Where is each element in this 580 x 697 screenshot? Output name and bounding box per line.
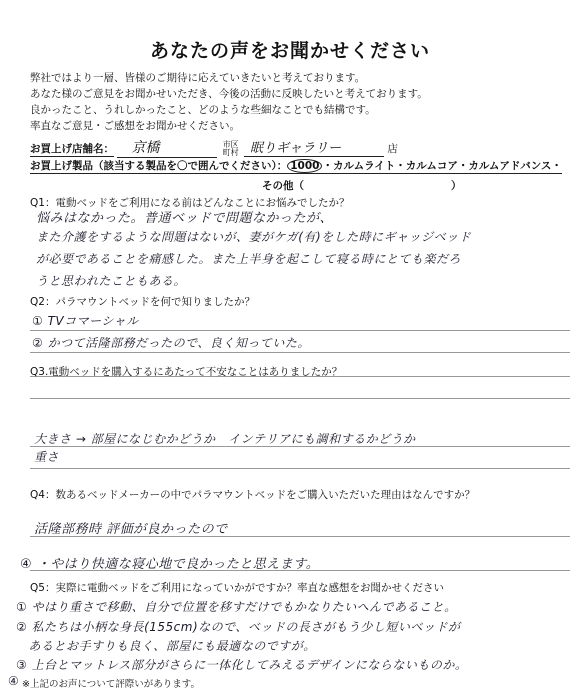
answer-rule — [30, 352, 570, 353]
product-label: お買上げ製品（該当する製品を〇で囲んでください）： — [30, 160, 288, 172]
q4-answer-line: ④ ・やはり快適な寝心地で良かったと思えます。 — [20, 557, 320, 572]
page-title: あなたの声をお聞かせください — [149, 40, 430, 62]
q5-extra-circle: ④ — [8, 674, 20, 688]
q3-answer-line: 大きさ → 部屋になじむかどうか インテリアにも調和するかどうか — [34, 432, 416, 446]
answer-rule — [30, 468, 570, 469]
answer-rule — [30, 570, 570, 571]
q2-answer-line: ② かつて活隆部務だったので、良く知っていた。 — [32, 336, 310, 350]
q4-question: Q4：数あるベッドメーカーの中でパラマウントベッドをご購入いただいた理由はなんですか？ — [30, 489, 476, 501]
q2-answer-line: ① TVコマーシャル — [32, 314, 139, 328]
product-advance[interactable]: アドバンス・ — [499, 160, 562, 172]
answer-rule — [30, 330, 570, 331]
store-written: 眠りギャラリー — [250, 141, 342, 156]
intro-line: あなた様のご意見をお聞かせいただき、今後の活動に反映したいと考えております。 — [30, 88, 428, 100]
product-1000-circled[interactable]: 1000 — [287, 159, 322, 173]
q4-answer-line: 活隆部務時 評価が良かったので — [34, 522, 228, 537]
answer-rule — [30, 446, 570, 447]
q5-answer-line: ③ 上台とマットレス部分がさらに一体化してみえるデザインにならないものか。 — [16, 658, 468, 672]
city-field[interactable] — [117, 137, 217, 158]
intro-line: 率直なご意見・ご感想をお聞かせください。 — [30, 120, 240, 132]
q3-answer-line: 重さ — [34, 450, 60, 464]
q1-answer-line: が必要であることを痛感した。また上半身を起こして寝る時にとても楽だろ — [36, 252, 462, 266]
q3-question: Q3.電動ベッドを購入するにあたって不安なことはありましたか？ — [30, 366, 343, 378]
answer-rule — [30, 536, 570, 537]
q1-answer-line: 悩みはなかった。普通ベッドで問題なかったが、 — [36, 211, 334, 226]
store-suffix: 店 — [387, 143, 398, 155]
q1-answer-line: また介護をするような問題はないが、妻がケガ(有)をした時にギャッジベッド — [36, 230, 472, 244]
store-field[interactable] — [244, 137, 384, 157]
store-row — [30, 137, 398, 158]
intro-line: 良かったこと、うれしかったこと、どのような些細なことでも結構です。 — [30, 104, 376, 116]
product-options — [287, 158, 562, 174]
footnote: ※上記のお声について評際いがあります。 — [22, 679, 201, 690]
city-kind-bottom: 町村 — [222, 148, 239, 157]
intro-text — [30, 70, 428, 134]
q5-answer-line: ① やはり重さで移動、自分で位置を移すだけでもかなりたいへんであること。 — [16, 600, 457, 614]
city-kind — [223, 141, 239, 157]
product-rest: ・カルムライト・カルムコア・カルム — [322, 160, 500, 172]
q1-answer-line: うと思われたこともある。 — [36, 274, 187, 288]
q1-question: Q1：電動ベッドをご利用になる前はどんなことにお悩みでしたか？ — [30, 197, 350, 209]
city-written: 京橋 — [131, 140, 160, 156]
store-label: お買上げ店舗名： — [30, 143, 114, 155]
product-other[interactable]: その他（ ） — [262, 180, 462, 192]
intro-line: 弊社ではより一層、皆様のご期待に応えていきたいと考えております。 — [30, 72, 366, 84]
q5-answer-line: あるとお手すりも良く、部屋にも最適なのですが。 — [16, 639, 316, 653]
q2-question: Q2：パラマウントベッドを何で知りましたか？ — [30, 296, 255, 308]
q5-question: Q5：実際に電動ベッドをご利用になっていかがですか？率直な感想をお聞かせください — [30, 582, 444, 594]
product-row — [30, 158, 562, 174]
q5-answer-line: ② 私たちは小柄な身長(155cm)なので、ベッドの長さがもう少し短いベッドが — [16, 620, 461, 634]
answer-rule — [30, 398, 570, 399]
city-kind-top: 市区 — [222, 140, 239, 149]
